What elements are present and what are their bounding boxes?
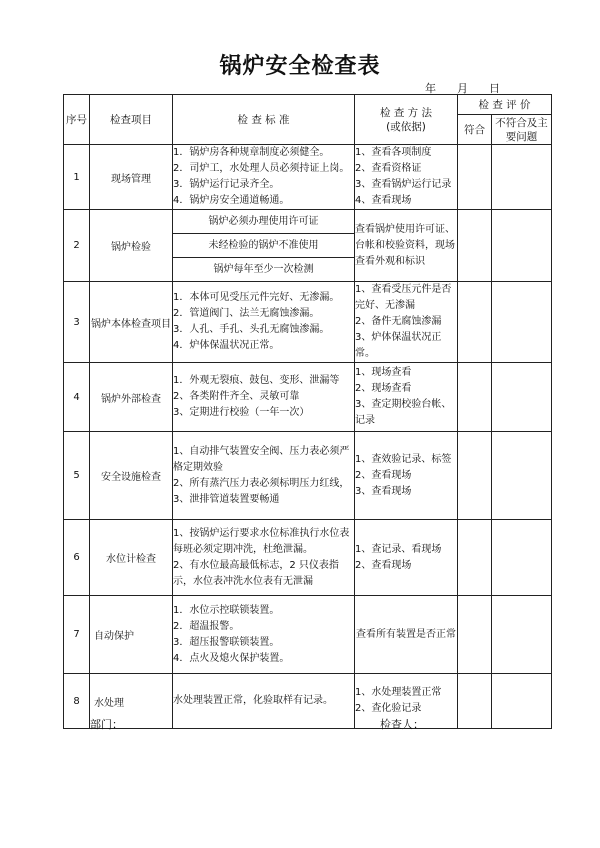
standard-line: 3、泄排管道装置要畅通 — [173, 493, 280, 505]
header-seq: 序号 — [64, 95, 90, 145]
row-standard — [173, 363, 355, 432]
conform-cell[interactable] — [458, 210, 492, 282]
row-method — [355, 596, 458, 674]
table-row — [64, 596, 552, 674]
standard-line: 未经检验的锅炉不准使用 — [173, 234, 354, 258]
method-line: 1、查记录、看现场 — [355, 543, 442, 555]
table-row — [64, 282, 552, 363]
table-row — [64, 145, 552, 210]
method-line: 3、炉体保温状况正常。 — [355, 332, 442, 359]
nonconform-cell[interactable] — [492, 596, 552, 674]
row-method — [355, 363, 458, 432]
method-line: 1、查看各项制度 — [355, 147, 432, 158]
date-day: 日 — [489, 82, 500, 95]
row-standard — [173, 432, 355, 520]
row-item: 水位计检查 — [90, 520, 173, 596]
method-line: 1、查效验记录、标签 — [355, 453, 452, 465]
header-conform: 符合 — [458, 115, 492, 145]
header-method — [355, 95, 458, 145]
method-line: 3、查定期校验台帐、记录 — [355, 399, 452, 426]
row-standard — [173, 282, 355, 363]
conform-cell[interactable] — [458, 145, 492, 210]
standard-line: 3．人孔、手孔、头孔无腐蚀渗漏。 — [173, 324, 330, 335]
header-method-sub: (或依据) — [386, 120, 426, 133]
date-month: 月 — [457, 82, 468, 95]
nonconform-cell[interactable] — [492, 674, 552, 729]
table-row — [64, 520, 552, 596]
row-standard — [173, 520, 355, 596]
row-number: 2 — [64, 210, 90, 282]
standard-line: 3、定期进行校验（一年一次） — [173, 407, 310, 418]
header-method-label: 检 查 方 法 — [379, 106, 432, 119]
row-number: 3 — [64, 282, 90, 363]
row-number: 5 — [64, 432, 90, 520]
standard-line: 锅炉必须办理使用许可证 — [173, 210, 354, 234]
row-item: 锅炉外部检查 — [90, 363, 173, 432]
method-line: 3、查看锅炉运行记录 — [355, 179, 452, 190]
header-item: 检查项目 — [90, 95, 173, 145]
row-number: 6 — [64, 520, 90, 596]
nonconform-cell[interactable] — [492, 520, 552, 596]
nonconform-cell[interactable] — [492, 282, 552, 363]
nonconform-cell[interactable] — [492, 145, 552, 210]
footer-inspector: 检查人： — [380, 718, 424, 731]
standard-line: 4．炉体保温状况正常。 — [173, 340, 280, 351]
standard-line: 2．超温报警。 — [173, 620, 240, 632]
conform-cell[interactable] — [458, 363, 492, 432]
row-item: 安全设施检查 — [90, 432, 173, 520]
standard-line: 2、所有蒸汽压力表必须标明压力红线， — [173, 477, 350, 489]
row-standard — [173, 210, 355, 282]
row-number: 1 — [64, 145, 90, 210]
standard-line: 水处理装置正常，化验取样有记录。 — [173, 695, 333, 706]
standard-line: 1．水位示控联锁装置。 — [173, 604, 280, 616]
method-line: 3、查看现场 — [355, 485, 412, 497]
row-number: 4 — [64, 363, 90, 432]
header-eval: 检 查 评 价 — [458, 95, 552, 115]
date-year: 年 — [425, 82, 436, 95]
standard-line: 2．管道阀门、法兰无腐蚀渗漏。 — [173, 308, 320, 319]
method-line: 2、查看资格证 — [355, 163, 422, 174]
row-item: 锅炉检验 — [90, 210, 173, 282]
table-row — [64, 363, 552, 432]
method-line: 1、水处理装置正常 — [355, 687, 442, 698]
nonconform-cell[interactable] — [492, 363, 552, 432]
standard-line: 2．司炉工，水处理人员必须持证上岗。 — [173, 163, 350, 174]
row-item: 锅炉本体检查项目 — [90, 282, 173, 363]
row-method — [355, 145, 458, 210]
row-number: 7 — [64, 596, 90, 674]
row-method — [355, 210, 458, 282]
method-line: 1、现场查看 — [355, 367, 412, 378]
conform-cell[interactable] — [458, 674, 492, 729]
conform-cell[interactable] — [458, 520, 492, 596]
method-line: 2、查看现场 — [355, 559, 412, 571]
method-line: 查看锅炉使用许可证、台帐和校验资料，现场查看外观和标识 — [355, 223, 455, 267]
conform-cell[interactable] — [458, 282, 492, 363]
standard-line: 3．超压报警联锁装置。 — [173, 636, 280, 648]
row-number: 8 — [64, 674, 90, 729]
row-item: 现场管理 — [90, 145, 173, 210]
table-row — [64, 432, 552, 520]
nonconform-cell[interactable] — [492, 432, 552, 520]
method-line: 查看所有装置是否正常 — [356, 628, 456, 640]
standard-line: 4．锅炉房安全通道畅通。 — [173, 195, 290, 206]
standard-line: 1．锅炉房各种规章制度必须健全。 — [173, 147, 330, 158]
row-item: 自动保护 — [90, 596, 173, 674]
method-line: 2、查化验记录 — [355, 703, 422, 714]
standard-line: 1、自动排气装置安全阀、压力表必须严格定期效验 — [173, 445, 350, 473]
standard-line: 4．点火及熄火保护装置。 — [173, 652, 290, 664]
method-line: 1、查看受压元件是否完好、无渗漏 — [355, 284, 452, 311]
conform-cell[interactable] — [458, 596, 492, 674]
row-standard — [173, 145, 355, 210]
table-row — [64, 210, 552, 282]
method-line: 4、查看现场 — [355, 195, 412, 206]
row-standard — [173, 674, 355, 729]
nonconform-cell[interactable] — [492, 210, 552, 282]
footer-dept: 部门： — [90, 718, 123, 731]
standard-line: 2、各类附件齐全、灵敏可靠 — [173, 391, 300, 402]
method-line: 2、备件无腐蚀渗漏 — [355, 316, 442, 327]
table-row — [64, 674, 552, 729]
standard-line: 2、有水位最高最低标志，2 只仪表指示，水位表冲洗水位表有无泄漏 — [173, 559, 339, 587]
conform-cell[interactable] — [458, 432, 492, 520]
page-title: 锅炉安全检查表 — [219, 53, 381, 79]
standard-line: 锅炉每年至少一次检测 — [213, 264, 314, 275]
standard-line: 1．外观无裂痕、鼓包、变形、泄漏等 — [173, 375, 340, 386]
row-method — [355, 282, 458, 363]
inspection-table — [63, 94, 552, 729]
header-standard: 检 查 标 准 — [173, 95, 355, 145]
row-method — [355, 432, 458, 520]
standard-line: 1．本体可见受压元件完好、无渗漏。 — [173, 292, 340, 303]
header-nonconform: 不符合及主要问题 — [492, 115, 552, 145]
row-standard — [173, 596, 355, 674]
standard-line: 3．锅炉运行记录齐全。 — [173, 179, 280, 190]
row-method — [355, 520, 458, 596]
method-line: 2、查看现场 — [355, 469, 412, 481]
standard-line: 1、按锅炉运行要求水位标准执行水位表每班必须定期冲洗，杜绝泄漏。 — [173, 527, 350, 555]
row-item: 水处理 — [90, 674, 173, 729]
method-line: 2、现场查看 — [355, 383, 412, 394]
